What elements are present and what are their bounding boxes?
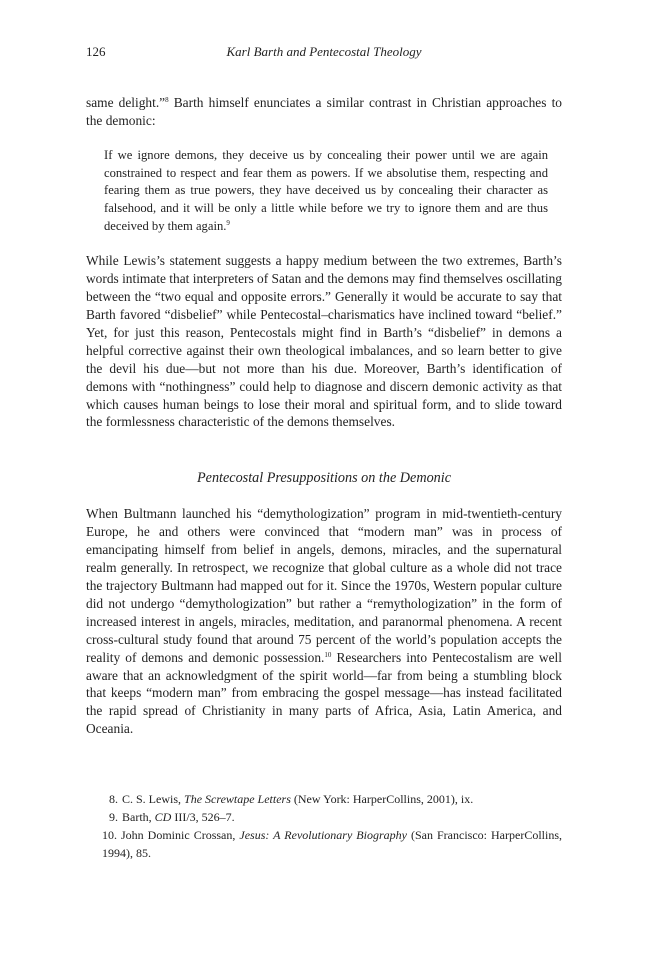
paragraph-3 [86,505,562,738]
paragraph-2: While Lewis’s statement suggests a happy medium between the two extremes, Barth’s words intimate that interpreters of Satan and the demons may find themselves oscillating between the “two equal and opposite errors.” Generally it would be accurate to say that Barth favored “disbelief” while Pentecostal–charismatics have inclined toward “belief.” Yet, for just this reason, Pentecostals might find in Barth’s “disbelief” in demons a helpful corrective against their own theological imbalances, and so learn better to give the devil his due—but not more than his due. Moreover, Barth’s identification of demons with “nothingness” could help to diagnose and discern demonic activity as that which causes human beings to lose their moral and spiritual form, and to slide toward the formlessness characteristic of the demons themselves. [86,253,562,430]
footnote-number: 9. [109,810,118,825]
running-title: Karl Barth and Pentecostal Theology [226,44,422,59]
paragraph-3-text-continued: Researchers into Pentecostalism are well aware that an acknowledgment of the spirit world—far from being a stumbling block that keeps “modern man” from embracing the gospel message—has instead facilitated the rapid spread of Christianity in many parts of Africa, Asia, Latin America, and Oceania. [86,649,562,737]
footnote-number: 10. [102,828,117,843]
footnote-8 [86,790,562,808]
block-quote-text: If we ignore demons, they deceive us by concealing their power until we are again constrained to respect and fear them as powers. If we absolutise them, respecting and fearing them as true powers, they have deceived us by concealing their character as falsehood, and it will be only a little while before we try to ignore them and are thus deceived by them again. [104,147,548,233]
paragraph-3-text: When Bultmann launched his “demythologization” program in mid-twentieth-century Europe, he and others were convinced that “modern man” was in process of emancipating himself from belief in angels, demons, miracles, and the supernatural realm generally. In retrospect, we recognize that global culture as a whole did not trace the trajectory Bultmann had mapped out for it. Since the 1970s, Western popular culture did not undergo “demythologization” but rather a “remythologization” in the form of increased interest in angels, miracles, meditation, and paranormal phenomena. A recent cross-cultural study found that around 75 percent of the world’s population accepts the reality of demons and demonic possession. [86,506,562,665]
paragraph-1-text: same delight.” [86,95,166,110]
block-quote [104,147,548,236]
footnotes [86,790,562,862]
footnote-ref-9: 9 [226,218,230,227]
page-header [86,44,562,64]
footnote-ref-8: 8 [165,96,169,104]
paragraph-1 [86,94,562,130]
paragraph-1-text-continued: Barth himself enunciates a similar contrast in Christian approaches to the demonic: [86,95,562,128]
footnote-9 [86,808,562,826]
footnote-text: John Dominic Crossan, [121,828,240,843]
section-heading: Pentecostal Presuppositions on the Demonic [196,470,452,487]
footnote-title: The Screwtape Letters [184,792,291,807]
page-number: 126 [86,44,106,59]
footnote-text: III/3, 526–7. [171,810,235,825]
footnote-text: (New York: HarperCollins, 2001), ix. [290,792,474,807]
footnote-text: (San Francisco: HarperCollins, 1994), 85. [102,828,562,861]
footnote-text: C. S. Lewis, [122,792,185,807]
book-page [86,44,562,862]
footnote-title: CD [154,810,172,825]
footnote-text: Barth, [122,810,155,825]
footnote-ref-10: 10 [324,650,332,659]
footnote-title: Jesus: A Revolutionary Biography [239,828,407,843]
footnote-number: 8. [109,792,118,807]
footnote-10 [86,826,562,862]
